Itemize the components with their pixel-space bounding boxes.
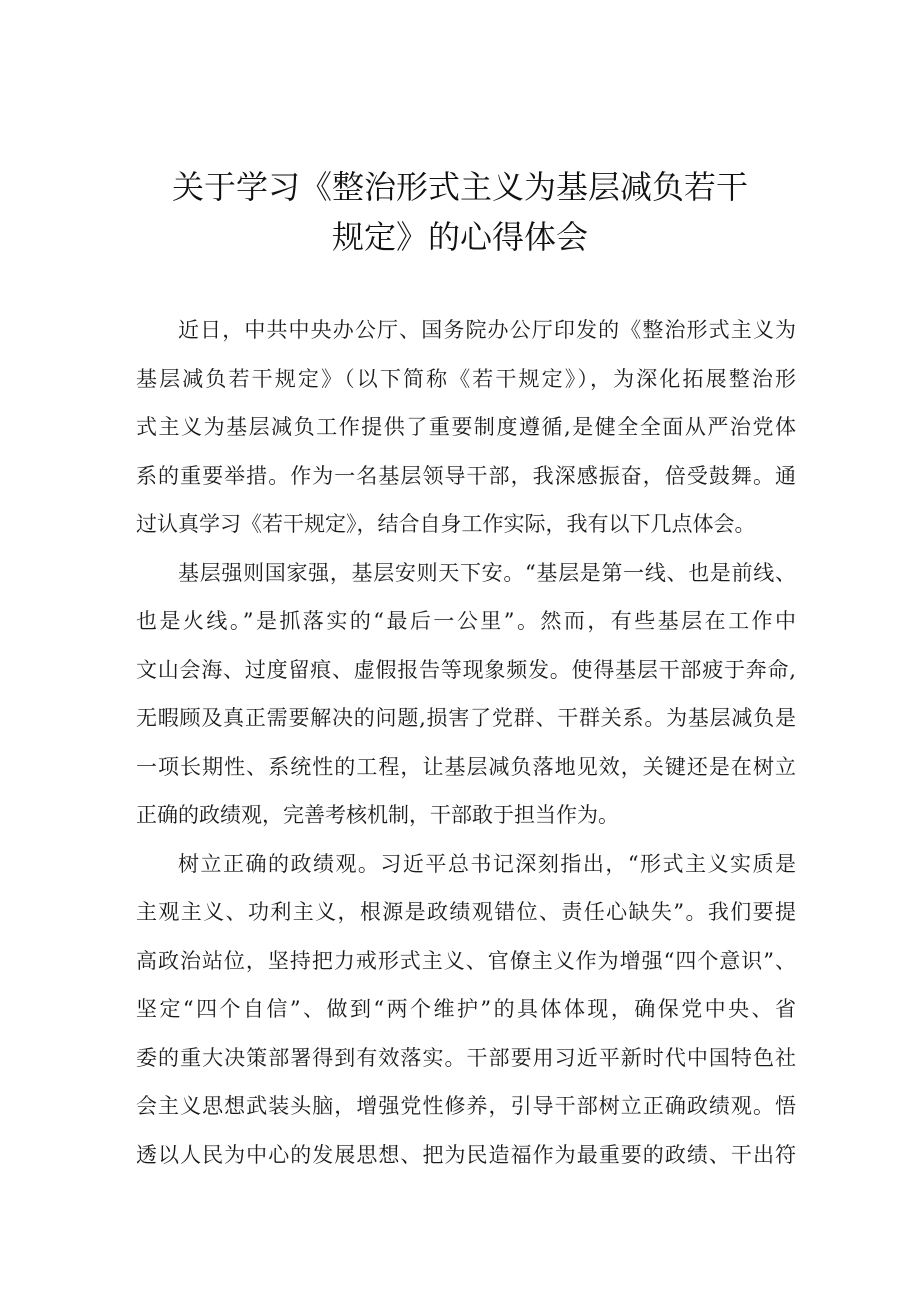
document-title xyxy=(100,162,820,262)
paragraph-line: 一项长期性、系统性的工程，让基层减负落地见效，关键还是在树立 xyxy=(136,754,796,779)
paragraph-line: 主观主义、功利主义，根源是政绩观错位、责任心缺失”。我们要提 xyxy=(136,900,796,924)
paragraph-line: 高政治站位，坚持把力戒形式主义、官僚主义作为增强“四个意识”、 xyxy=(136,948,796,973)
paragraph-line: 坚定“四个自信”、做到“两个维护”的具体体现，确保党中央、省 xyxy=(136,997,796,1021)
title-line-2: 规定》的心得体会 xyxy=(331,218,588,256)
paragraph-line: 基层减负若干规定》（以下简称《若干规定》），为深化拓展整治形 xyxy=(136,366,796,391)
paragraph-line: 透以人民为中心的发展思想、把为民造福作为最重要的政绩、干出符 xyxy=(136,1142,796,1167)
paragraph-line: 式主义为基层减负工作提供了重要制度遵循,是健全全面从严治党体 xyxy=(136,415,796,439)
paragraph-line: 系的重要举措。作为一名基层领导干部，我深感振奋，倍受鼓舞。通 xyxy=(136,463,796,488)
paragraph-1 xyxy=(136,306,796,549)
paragraph-line: 树立正确的政绩观。习近平总书记深刻指出，“形式主义实质是 xyxy=(178,851,796,876)
paragraph-line: 无暇顾及真正需要解决的问题,损害了党群、干群关系。为基层减负是 xyxy=(136,706,796,730)
paragraph-line: 近日，中共中央办公厅、国务院办公厅印发的《整治形式主义为 xyxy=(178,318,796,342)
paragraph-line: 文山会海、过度留痕、虚假报告等现象频发。使得基层干部疲于奔命, xyxy=(136,657,796,682)
title-line-1: 关于学习《整治形式主义为基层减负若干 xyxy=(171,168,748,206)
document-body xyxy=(136,306,796,1179)
paragraph-line: 基层强则国家强，基层安则天下安。“基层是第一线、也是前线、 xyxy=(178,560,796,585)
paragraph-line: 也是火线。”是抓落实的“最后一公里”。然而，有些基层在工作中 xyxy=(136,609,796,633)
paragraph-line: 正确的政绩观，完善考核机制，干部敢于担当作为。 xyxy=(136,803,619,827)
paragraph-line: 会主义思想武装头脑，增强党性修养，引导干部树立正确政绩观。悟 xyxy=(136,1094,796,1118)
paragraph-line: 委的重大决策部署得到有效落实。干部要用习近平新时代中国特色社 xyxy=(136,1045,796,1070)
paragraph-2 xyxy=(136,549,796,840)
paragraph-line: 过认真学习《若干规定》，结合自身工作实际，我有以下几点体会。 xyxy=(136,512,756,536)
paragraph-3 xyxy=(136,840,796,1180)
